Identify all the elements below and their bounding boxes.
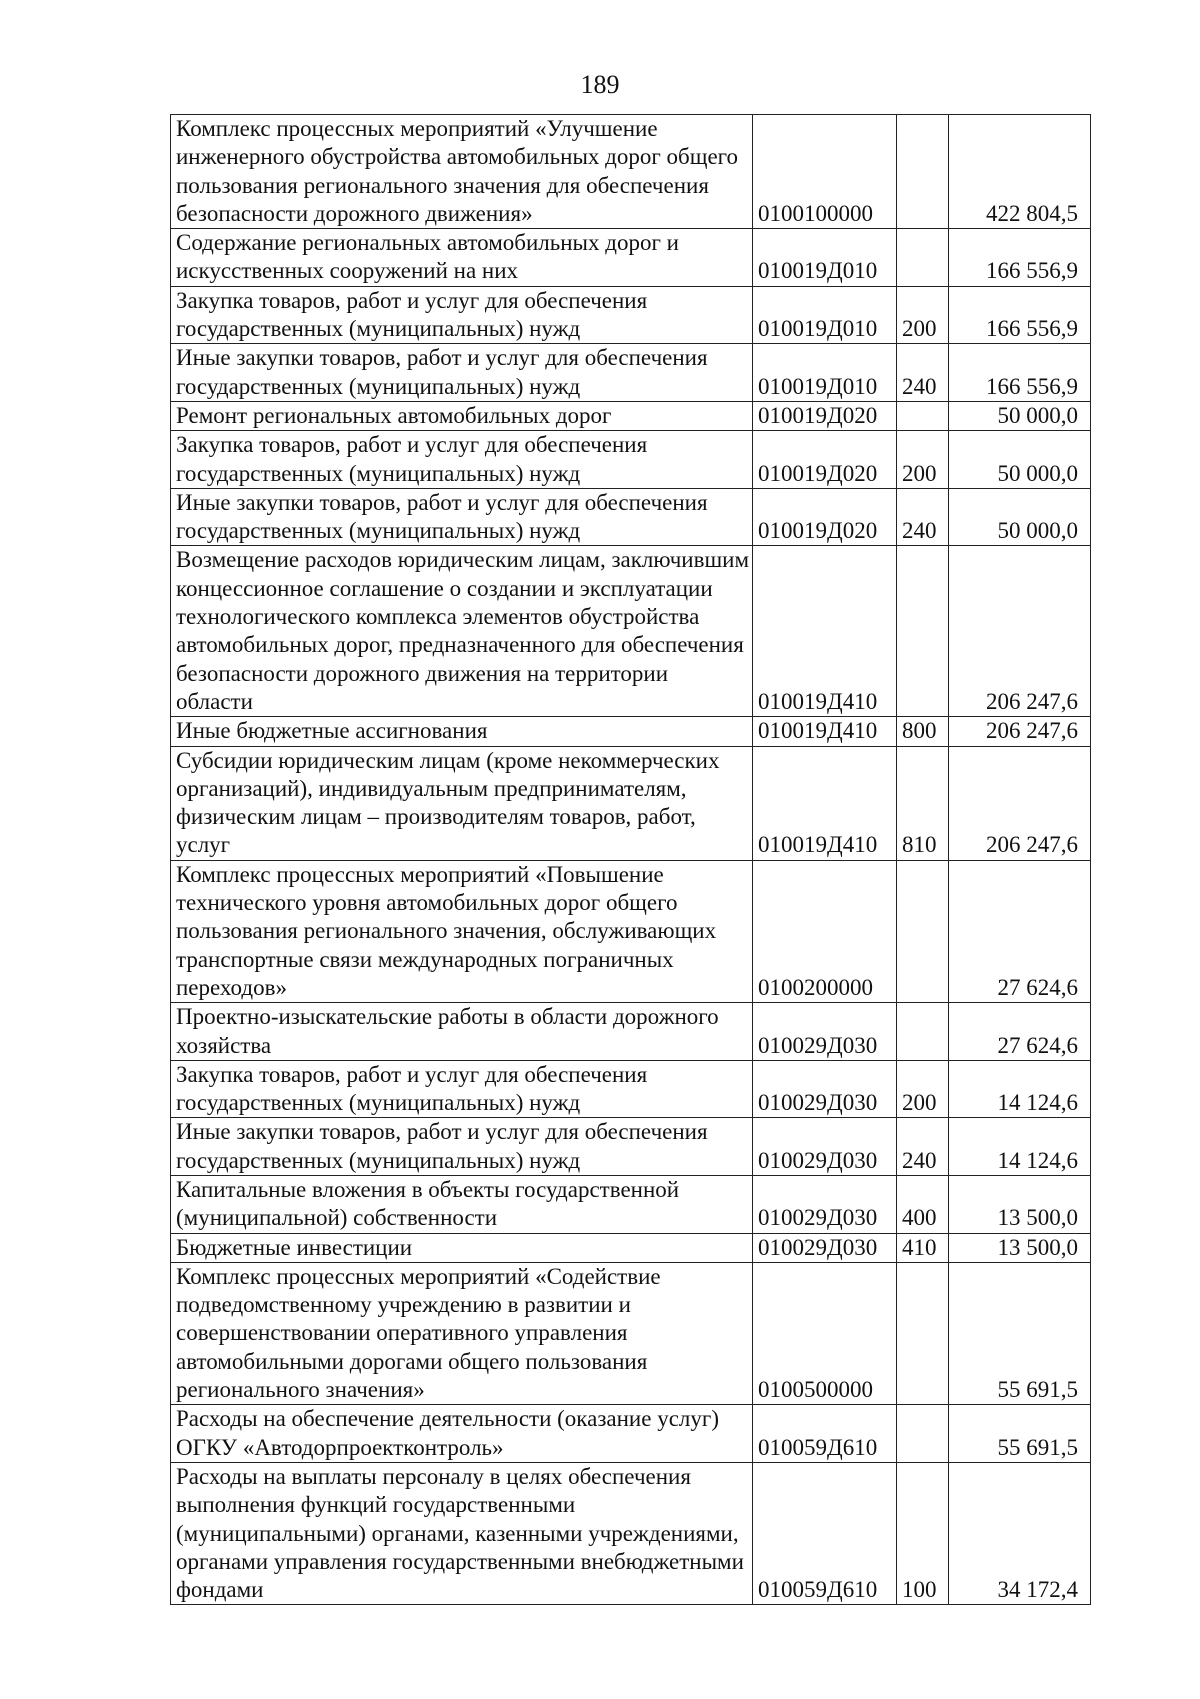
expense-name: Закупка товаров, работ и услуг для обеспечения государственных (муниципальных) нужд	[171, 431, 753, 489]
target-article-code: 0100100000	[753, 115, 897, 229]
expense-type-code: 410	[897, 1233, 949, 1262]
expense-type-code: 400	[897, 1175, 949, 1233]
expense-type-code: 800	[897, 717, 949, 746]
amount: 13 500,0	[949, 1175, 1091, 1233]
expense-type-code: 240	[897, 344, 949, 402]
amount: 206 247,6	[949, 746, 1091, 860]
expense-type-code	[897, 1262, 949, 1404]
table-row	[171, 1405, 1091, 1463]
expense-type-code: 200	[897, 286, 949, 344]
target-article-code: 010059Д610	[753, 1462, 897, 1604]
target-article-code: 010029Д030	[753, 1175, 897, 1233]
expense-type-code	[897, 401, 949, 430]
expense-name: Комплекс процессных мероприятий «Улучшение инженерного обустройства автомобильных дорог общего пользования регионального значения для обеспечения безопасности дорожного движения»	[171, 115, 753, 229]
expense-type-code	[897, 115, 949, 229]
table-row	[171, 1233, 1091, 1262]
target-article-code: 010019Д020	[753, 488, 897, 546]
target-article-code: 010019Д010	[753, 344, 897, 402]
target-article-code: 010059Д610	[753, 1405, 897, 1463]
target-article-code: 010019Д010	[753, 286, 897, 344]
target-article-code: 0100200000	[753, 860, 897, 1002]
expense-type-code	[897, 1405, 949, 1463]
table-body	[171, 115, 1091, 1605]
amount: 14 124,6	[949, 1060, 1091, 1118]
expense-name: Субсидии юридическим лицам (кроме некоммерческих организаций), индивидуальным предпринимателям, физическим лицам – производителям товаров, работ, услуг	[171, 746, 753, 860]
amount: 166 556,9	[949, 229, 1091, 287]
target-article-code: 010019Д010	[753, 229, 897, 287]
amount: 34 172,4	[949, 1462, 1091, 1604]
target-article-code: 010019Д410	[753, 546, 897, 717]
table-row	[171, 115, 1091, 229]
table-row	[171, 401, 1091, 430]
target-article-code: 010019Д410	[753, 746, 897, 860]
expense-name: Иные закупки товаров, работ и услуг для обеспечения государственных (муниципальных) нужд	[171, 488, 753, 546]
table-row	[171, 229, 1091, 287]
table-row	[171, 860, 1091, 1002]
table-row	[171, 1003, 1091, 1061]
amount: 50 000,0	[949, 401, 1091, 430]
expense-type-code: 810	[897, 746, 949, 860]
expense-type-code: 240	[897, 488, 949, 546]
target-article-code: 010029Д030	[753, 1118, 897, 1176]
expense-name: Капитальные вложения в объекты государственной (муниципальной) собственности	[171, 1175, 753, 1233]
page-number: 189	[580, 70, 620, 99]
expense-name: Закупка товаров, работ и услуг для обеспечения государственных (муниципальных) нужд	[171, 1060, 753, 1118]
expense-type-code	[897, 860, 949, 1002]
amount: 27 624,6	[949, 860, 1091, 1002]
table-row	[171, 1118, 1091, 1176]
target-article-code: 010019Д020	[753, 401, 897, 430]
expense-name: Иные закупки товаров, работ и услуг для обеспечения государственных (муниципальных) нужд	[171, 344, 753, 402]
expense-type-code: 200	[897, 431, 949, 489]
amount: 166 556,9	[949, 286, 1091, 344]
target-article-code: 010019Д020	[753, 431, 897, 489]
target-article-code: 010019Д410	[753, 717, 897, 746]
amount: 14 124,6	[949, 1118, 1091, 1176]
amount: 55 691,5	[949, 1262, 1091, 1404]
table-row	[171, 431, 1091, 489]
amount: 27 624,6	[949, 1003, 1091, 1061]
expense-type-code: 100	[897, 1462, 949, 1604]
expense-name: Проектно-изыскательские работы в области дорожного хозяйства	[171, 1003, 753, 1061]
budget-table	[170, 114, 1091, 1605]
amount: 13 500,0	[949, 1233, 1091, 1262]
expense-name: Комплекс процессных мероприятий «Повышение технического уровня автомобильных дорог общего пользования регионального значения, обслуживающих транспортные связи международных пограничных переходов»	[171, 860, 753, 1002]
amount: 422 804,5	[949, 115, 1091, 229]
expense-name: Ремонт региональных автомобильных дорог	[171, 401, 753, 430]
expense-type-code	[897, 546, 949, 717]
expense-name: Расходы на обеспечение деятельности (оказание услуг) ОГКУ «Автодорпроектконтроль»	[171, 1405, 753, 1463]
table-row	[171, 1175, 1091, 1233]
table-row	[171, 344, 1091, 402]
expense-name: Иные закупки товаров, работ и услуг для обеспечения государственных (муниципальных) нужд	[171, 1118, 753, 1176]
table-row	[171, 546, 1091, 717]
table-row	[171, 746, 1091, 860]
table-row	[171, 488, 1091, 546]
amount: 166 556,9	[949, 344, 1091, 402]
target-article-code: 010029Д030	[753, 1003, 897, 1061]
amount: 50 000,0	[949, 431, 1091, 489]
expense-type-code: 240	[897, 1118, 949, 1176]
expense-name: Комплекс процессных мероприятий «Содействие подведомственному учреждению в развитии и совершенствовании оперативного управления автомобильными дорогами общего пользования регионального значения»	[171, 1262, 753, 1404]
amount: 50 000,0	[949, 488, 1091, 546]
table-row	[171, 1262, 1091, 1404]
amount: 55 691,5	[949, 1405, 1091, 1463]
expense-name: Расходы на выплаты персоналу в целях обеспечения выполнения функций государственными (муниципальными) органами, казенными учреждениями, органами управления государственными внебюджетными фондами	[171, 1462, 753, 1604]
expense-name: Иные бюджетные ассигнования	[171, 717, 753, 746]
expense-type-code: 200	[897, 1060, 949, 1118]
expense-type-code	[897, 229, 949, 287]
target-article-code: 0100500000	[753, 1262, 897, 1404]
table-row	[171, 1060, 1091, 1118]
expense-name: Бюджетные инвестиции	[171, 1233, 753, 1262]
expense-name: Содержание региональных автомобильных дорог и искусственных сооружений на них	[171, 229, 753, 287]
table-row	[171, 286, 1091, 344]
amount: 206 247,6	[949, 546, 1091, 717]
expense-type-code	[897, 1003, 949, 1061]
expense-name: Закупка товаров, работ и услуг для обеспечения государственных (муниципальных) нужд	[171, 286, 753, 344]
target-article-code: 010029Д030	[753, 1060, 897, 1118]
expense-name: Возмещение расходов юридическим лицам, заключившим концессионное соглашение о создании и эксплуатации технологического комплекса элементов обустройства автомобильных дорог, предназначенного для обеспечения безопасности дорожного движения на территории области	[171, 546, 753, 717]
table-row	[171, 1462, 1091, 1604]
amount: 206 247,6	[949, 717, 1091, 746]
table-row	[171, 717, 1091, 746]
target-article-code: 010029Д030	[753, 1233, 897, 1262]
